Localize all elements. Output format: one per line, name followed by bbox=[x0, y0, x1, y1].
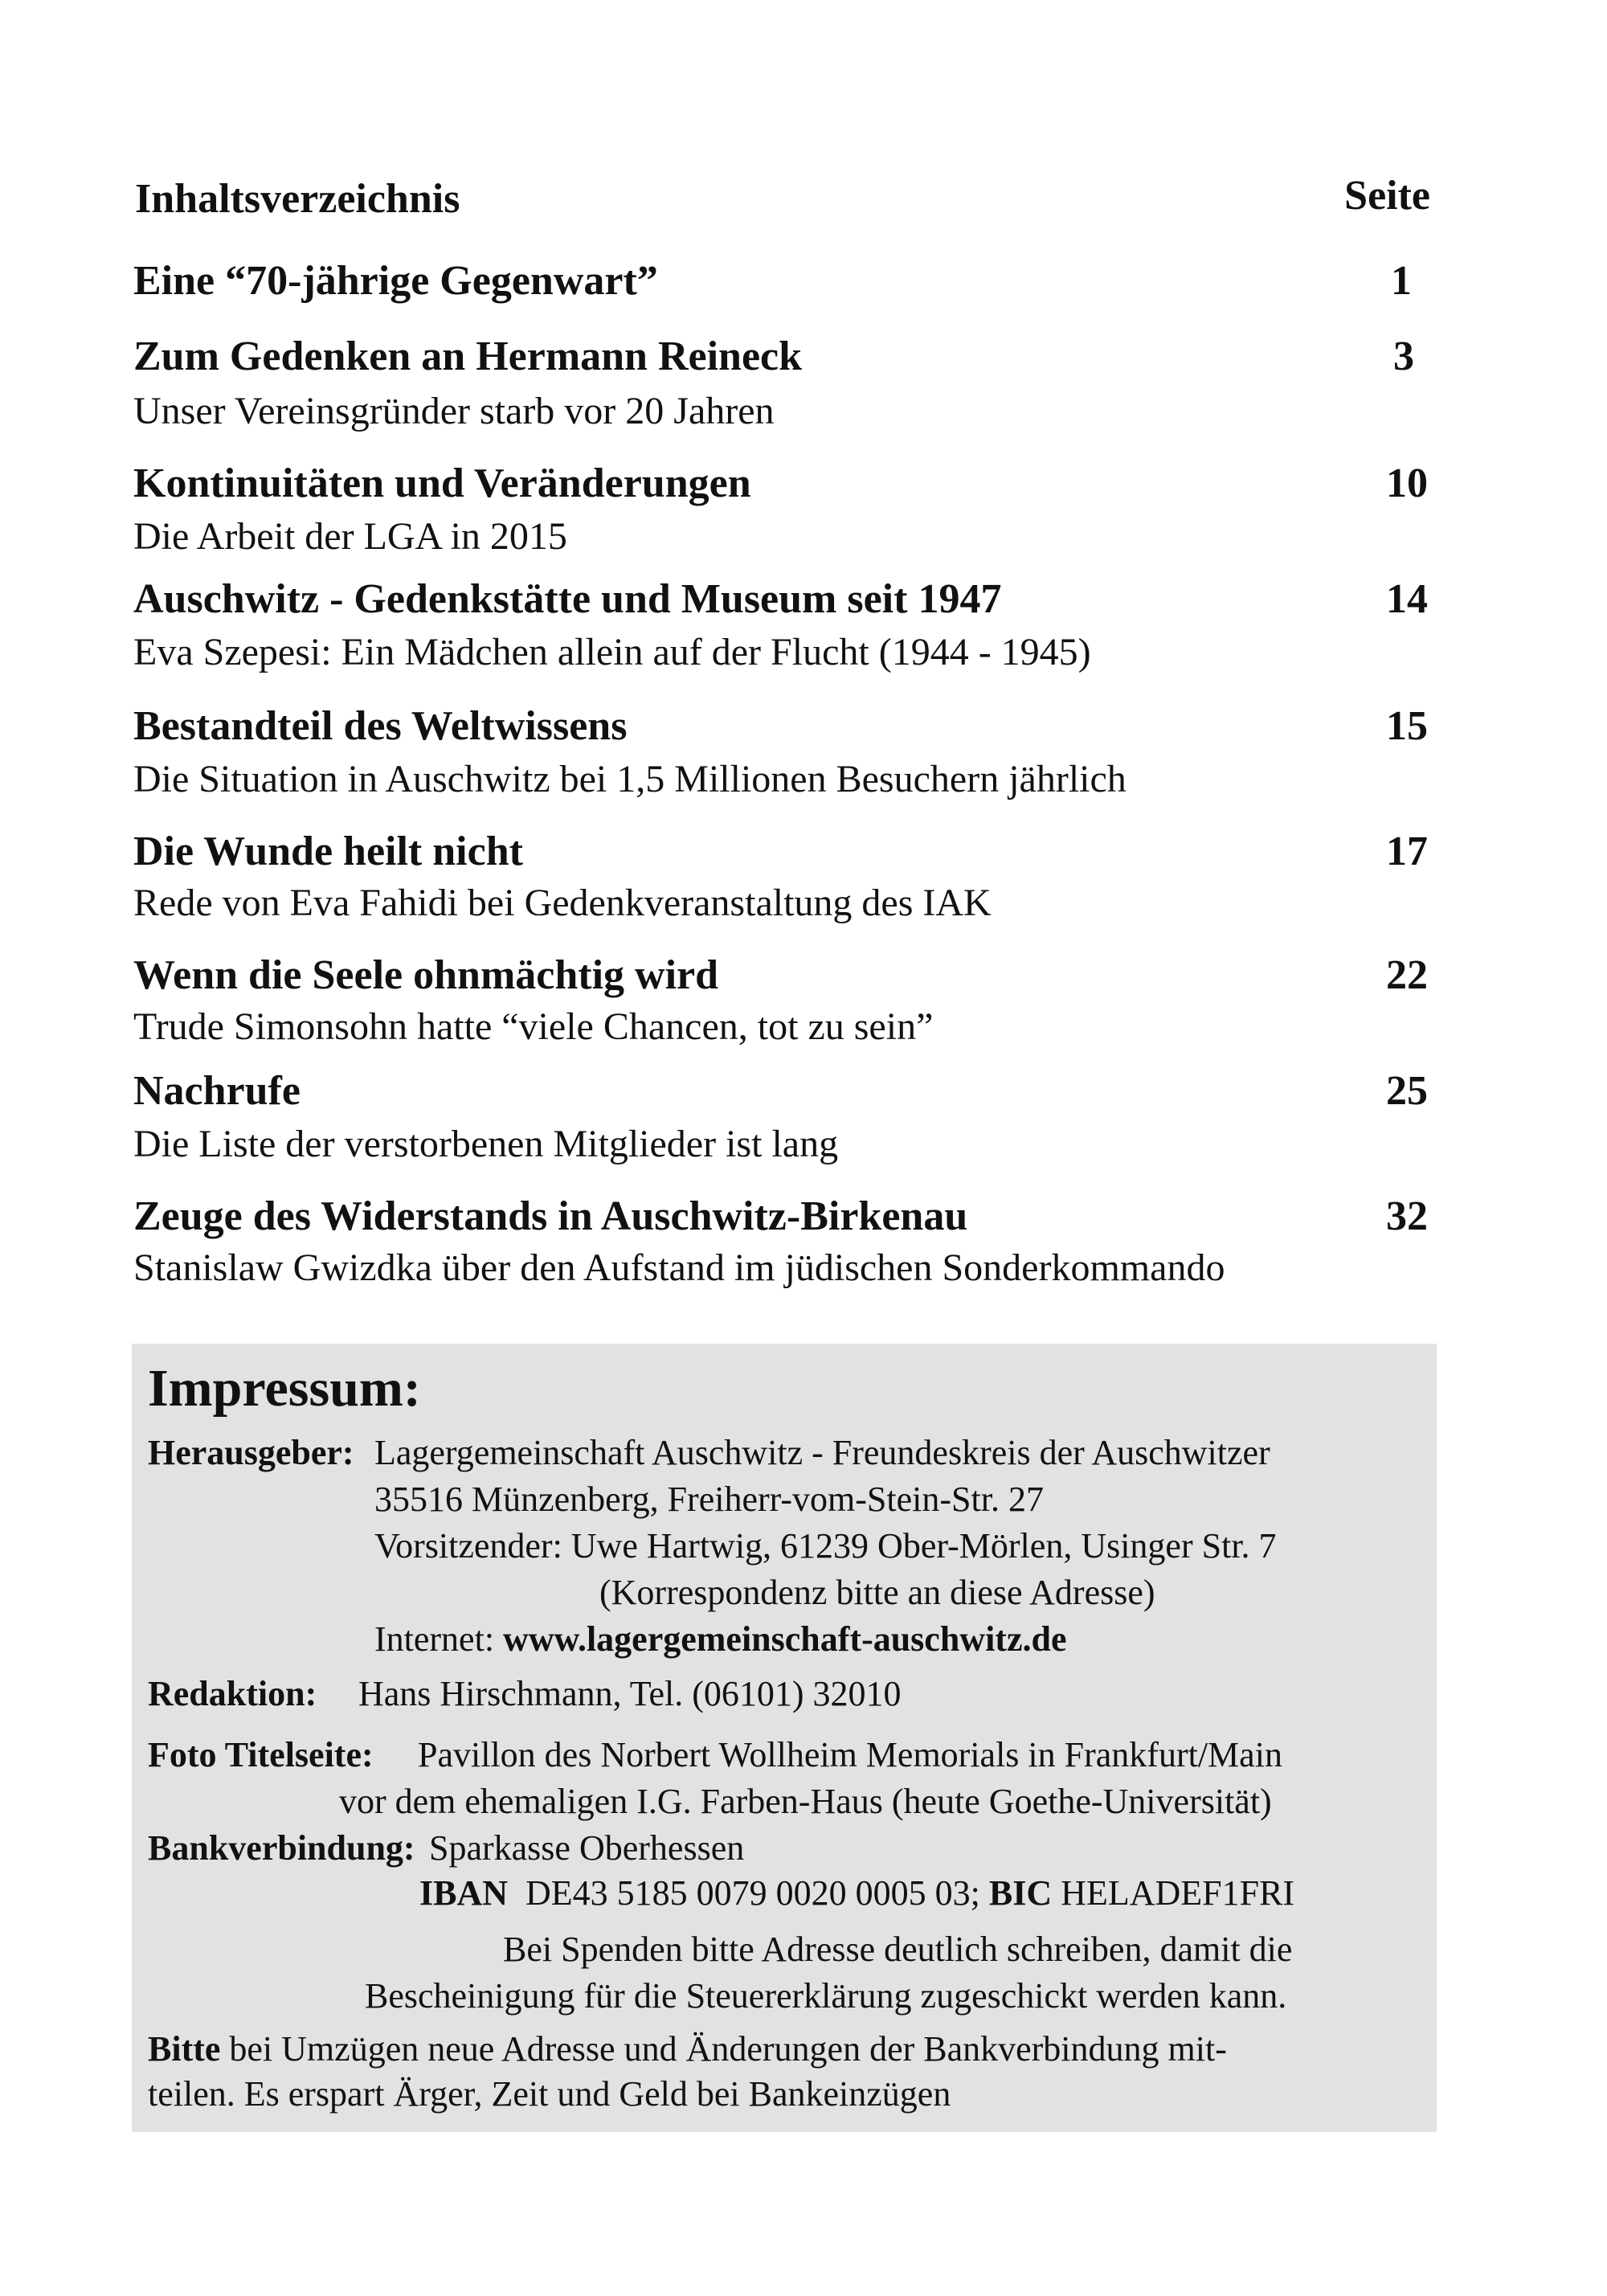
toc-entry-title: Kontinuitäten und Veränderungen bbox=[133, 460, 751, 506]
foto-label: Foto Titelseite: bbox=[148, 1735, 374, 1774]
herausgeber-line: (Korrespondenz bitte an diese Adresse) bbox=[599, 1573, 1155, 1612]
bank-value: Sparkasse Oberhessen bbox=[429, 1828, 745, 1868]
iban-line bbox=[419, 1872, 1294, 1913]
toc-entry-subtitle: Stanislaw Gwizdka über den Aufstand im jüdischen Sonderkommando bbox=[133, 1246, 1225, 1289]
herausgeber-line: 35516 Münzenberg, Freiherr-vom-Stein-Str. 27 bbox=[374, 1480, 1044, 1519]
toc-entry-page: 14 bbox=[1386, 576, 1428, 622]
herausgeber-line: Vorsitzender: Uwe Hartwig, 61239 Ober-Mörlen, Usinger Str. 7 bbox=[374, 1526, 1277, 1565]
herausgeber-line: Lagergemeinschaft Auschwitz - Freundeskreis der Auschwitzer bbox=[374, 1433, 1270, 1472]
toc-entry-page: 32 bbox=[1386, 1193, 1428, 1239]
toc-entry-page: 22 bbox=[1386, 952, 1428, 998]
bitte-line bbox=[148, 2028, 1227, 2069]
toc-entry-page: 25 bbox=[1386, 1068, 1428, 1114]
internet-url: www.lagergemeinschaft-auschwitz.de bbox=[503, 1619, 1067, 1659]
toc-entry-title: Die Wunde heilt nicht bbox=[133, 829, 523, 874]
internet-label: Internet: bbox=[374, 1619, 495, 1659]
toc-entry-page: 15 bbox=[1386, 703, 1428, 749]
toc-entry-subtitle: Rede von Eva Fahidi bei Gedenkveranstaltung des IAK bbox=[133, 882, 992, 924]
bank-label: Bankverbindung: bbox=[148, 1828, 415, 1868]
toc-entry-page: 10 bbox=[1386, 460, 1428, 506]
toc-entry-title: Zum Gedenken an Hermann Reineck bbox=[133, 334, 803, 379]
toc-entry-page: 3 bbox=[1393, 334, 1414, 379]
toc-page-heading: Seite bbox=[1344, 173, 1430, 219]
toc-entry-title: Zeuge des Widerstands in Auschwitz-Birkenau bbox=[133, 1193, 968, 1239]
toc-entry-title: Wenn die Seele ohnmächtig wird bbox=[133, 952, 719, 998]
toc-entry-subtitle: Die Arbeit der LGA in 2015 bbox=[133, 515, 567, 558]
toc-entry-subtitle: Trude Simonsohn hatte “viele Chancen, tot zu sein” bbox=[133, 1005, 934, 1048]
iban-label: IBAN bbox=[419, 1873, 509, 1913]
toc-entry-page: 1 bbox=[1391, 258, 1412, 304]
bic-label: BIC bbox=[988, 1873, 1053, 1913]
impressum-title: Impressum: bbox=[148, 1359, 421, 1418]
spenden-line: Bei Spenden bitte Adresse deutlich schreiben, damit die bbox=[503, 1930, 1293, 1969]
toc-entry-page: 17 bbox=[1386, 829, 1428, 874]
spenden-line: Bescheinigung für die Steuererklärung zugeschickt werden kann. bbox=[365, 1976, 1287, 2016]
toc-entry-title: Eine “70-jährige Gegenwart” bbox=[133, 258, 658, 304]
bitte-label: Bitte bbox=[148, 2029, 221, 2069]
toc-heading: Inhaltsverzeichnis bbox=[135, 176, 460, 222]
bic-value: HELADEF1FRI bbox=[1061, 1873, 1295, 1913]
bitte-line: teilen. Es erspart Ärger, Zeit und Geld bei Bankeinzügen bbox=[148, 2074, 951, 2114]
toc-entry-subtitle: Eva Szepesi: Ein Mädchen allein auf der Flucht (1944 - 1945) bbox=[133, 631, 1091, 673]
toc-entry-title: Nachrufe bbox=[133, 1068, 301, 1114]
impressum-box bbox=[132, 1344, 1437, 2132]
toc-entry-title: Auschwitz - Gedenkstätte und Museum seit 1947 bbox=[133, 576, 1002, 622]
toc-entry-title: Bestandteil des Weltwissens bbox=[133, 703, 628, 749]
toc-entry-subtitle: Unser Vereinsgründer starb vor 20 Jahren bbox=[133, 390, 775, 432]
redaktion-label: Redaktion: bbox=[148, 1674, 317, 1713]
bitte-text: bei Umzügen neue Adresse und Änderungen der Bankverbindung mit- bbox=[229, 2029, 1227, 2069]
internet-line bbox=[374, 1619, 1067, 1660]
toc-entry-subtitle: Die Situation in Auschwitz bei 1,5 Millionen Besuchern jährlich bbox=[133, 758, 1127, 800]
iban-value: DE43 5185 0079 0020 0005 03; bbox=[525, 1873, 980, 1913]
toc-entry-subtitle: Die Liste der verstorbenen Mitglieder ist lang bbox=[133, 1123, 839, 1165]
foto-line: Pavillon des Norbert Wollheim Memorials in Frankfurt/Main bbox=[418, 1735, 1282, 1774]
redaktion-value: Hans Hirschmann, Tel. (06101) 32010 bbox=[358, 1674, 902, 1713]
foto-line: vor dem ehemaligen I.G. Farben-Haus (heute Goethe-Universität) bbox=[339, 1782, 1272, 1821]
herausgeber-label: Herausgeber: bbox=[148, 1433, 354, 1472]
